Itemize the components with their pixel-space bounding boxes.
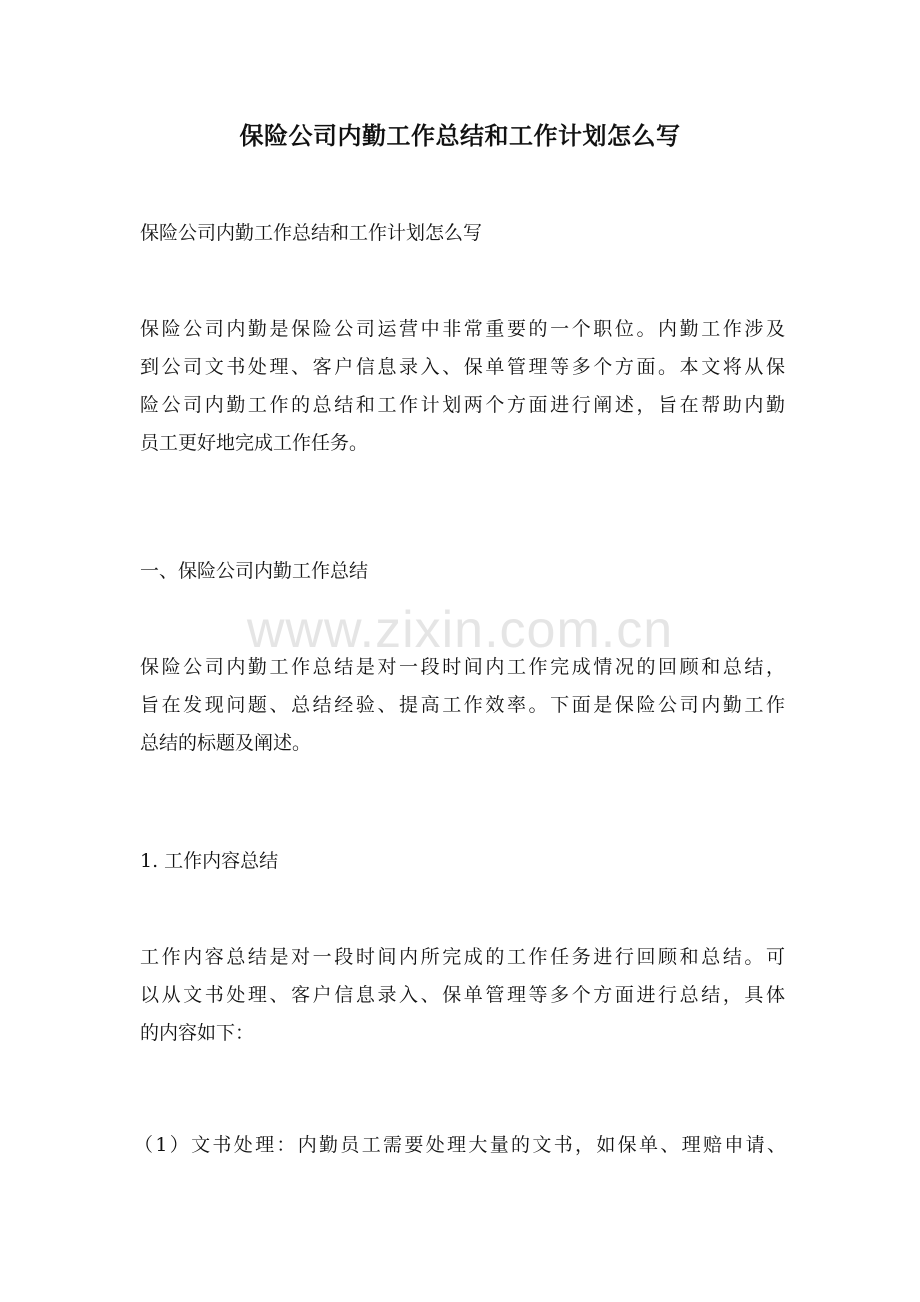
- paragraph-line: 以从文书处理、客户信息录入、保单管理等多个方面进行总结，具体: [140, 984, 785, 1006]
- paragraph-line: 工作内容总结是对一段时间内所完成的工作任务进行回顾和总结。可: [140, 946, 785, 968]
- paragraph-line: 总结的标题及阐述。: [140, 732, 312, 754]
- document-title: 保险公司内勤工作总结和工作计划怎么写: [239, 121, 681, 150]
- document-subtitle: [140, 214, 785, 252]
- paragraph-line: 保险公司内勤是保险公司运营中非常重要的一个职位。内勤工作涉及: [140, 318, 785, 340]
- item-paragraph: [140, 938, 785, 1052]
- paragraph-line: （1）文书处理：内勤员工需要处理大量的文书，如保单、理赔申请、: [134, 1134, 786, 1156]
- subitem-paragraph: [134, 1126, 786, 1164]
- paragraph-line: 保险公司内勤工作总结是对一段时间内工作完成情况的回顾和总结，: [140, 656, 785, 678]
- section-heading-text: 一、保险公司内勤工作总结: [140, 560, 369, 582]
- item-heading-text: 1. 工作内容总结: [140, 850, 279, 872]
- section-heading: [140, 552, 785, 590]
- paragraph-line: 旨在发现问题、总结经验、提高工作效率。下面是保险公司内勤工作: [140, 694, 785, 716]
- watermark: www.zixin.com.cn: [246, 601, 674, 659]
- subtitle-line: 保险公司内勤工作总结和工作计划怎么写: [140, 222, 483, 244]
- item-heading: [140, 842, 785, 880]
- paragraph-line: 到公司文书处理、客户信息录入、保单管理等多个方面。本文将从保: [140, 356, 785, 378]
- paragraph-line: 的内容如下：: [140, 1022, 255, 1044]
- section-paragraph: [140, 648, 785, 762]
- paragraph-line: 险公司内勤工作的总结和工作计划两个方面进行阐述，旨在帮助内勤: [140, 394, 785, 416]
- intro-paragraph: [140, 310, 785, 462]
- paragraph-line: 员工更好地完成工作任务。: [140, 432, 369, 454]
